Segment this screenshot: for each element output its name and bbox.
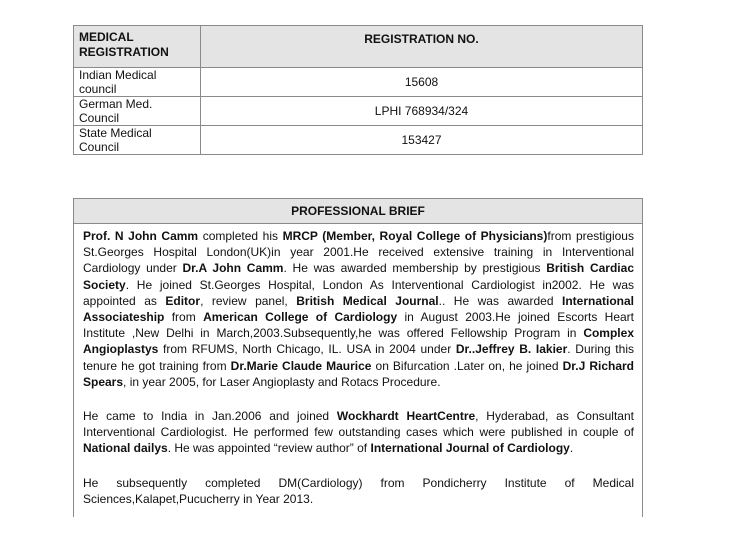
brief-paragraph-1: Prof. N John Camm completed his MRCP (Member, Royal College of Physicians)from prestigious St.Georges Hospital London(UK)in year 2001.He received extensive training in Interventional Cardiology under Dr.A John Camm. He was awarded membership by prestigious British Cardiac Society. He joined St.Georges Hospital, London As Interventional Cardiologist in2002. He was appointed as Editor, review panel, British Medical Journal.. He was awarded International Associateship from American College of Cardiology in August 2003.He joined Escorts Heart Institute ,New Delhi in March,2003.Subsequently,he was offered Fellowship Program in Complex Angioplastys from RFUMS, North Chicago, IL. USA in 2004 under Dr..Jeffrey B. Iakier. During this tenure he got training from Dr.Marie Claude Maurice on Bifurcation .Later on, he joined Dr.J Richard Spears, in year 2005, for Laser Angioplasty and Rotacs Procedure. [83,229,635,389]
professional-brief-section [73,198,643,517]
council-name: Indian Medical council [74,68,201,97]
registration-number: 153427 [201,126,643,155]
brief-paragraph-3: He subsequently completed DM(Cardiology) from Pondicherry Institute of Medical Sciences,Kalapet,Pucucherry in Year 2013. [83,475,634,506]
professional-brief-body [74,224,643,518]
table-row [74,68,643,97]
council-name: German Med. Council [74,97,201,126]
registration-no-header: REGISTRATION NO. [201,26,643,68]
brief-paragraph-2: He came to India in Jan.2006 and joined Wockhardt HeartCentre, Hyderabad, as Consultant Interventional Cardiologist. He performed few outstanding cases which were published in couple of National dailys. He was appointed “review author” of International Journal of Cardiology. [83,409,634,456]
registration-header-row [74,26,643,68]
council-name: State Medical Council [74,126,201,155]
table-row [74,126,643,155]
registration-table [73,25,643,155]
professional-brief-title: PROFESSIONAL BRIEF [74,199,643,224]
table-row [74,97,643,126]
registration-number: LPHI 768934/324 [201,97,643,126]
medical-registration-header: MEDICAL REGISTRATION [74,26,201,68]
registration-number: 15608 [201,68,643,97]
